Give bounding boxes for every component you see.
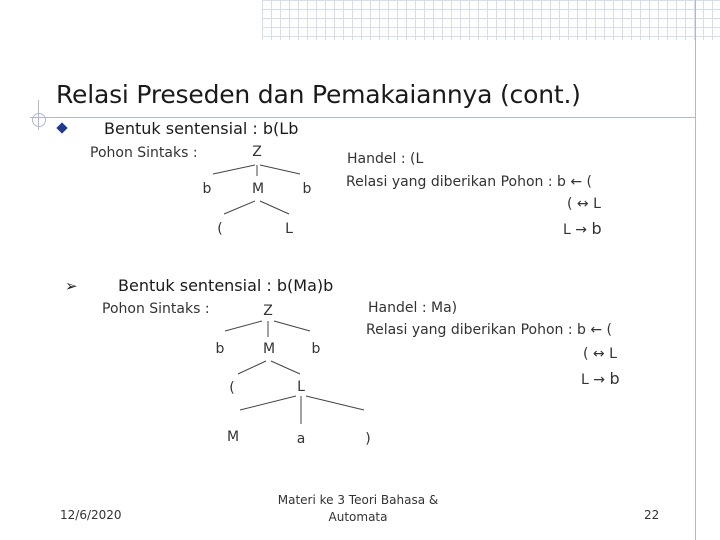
t2-node-paren: ( xyxy=(229,380,235,396)
t1-edge-m-paren xyxy=(224,201,255,214)
section1-relasi-line3 xyxy=(563,219,602,238)
section2-line2-left: ( xyxy=(583,346,589,362)
t2-node-b1: b xyxy=(215,341,225,357)
slide-title: Relasi Preseden dan Pemakaiannya (cont.) xyxy=(56,80,581,109)
left-arrow-icon: ← xyxy=(570,174,583,190)
left-arrow-icon: ← xyxy=(590,322,603,338)
t2-edge-z-b2 xyxy=(274,321,310,331)
section1-relasi-text: Relasi yang diberikan Pohon : b xyxy=(346,174,566,190)
t1-node-m: M xyxy=(251,181,265,197)
t1-node-z: Z xyxy=(252,144,262,160)
t2-node-m2: M xyxy=(226,429,240,445)
t2-edge-l-close xyxy=(306,396,364,410)
section2-handel: Handel : Ma) xyxy=(368,300,458,316)
t2-edge-z-b1 xyxy=(225,321,262,331)
section1-line3-left: L xyxy=(563,222,571,238)
page-number: 22 xyxy=(644,508,660,522)
t2-edge-m-paren xyxy=(238,361,266,374)
section2-relasi-end: ( xyxy=(606,322,613,338)
footer-course xyxy=(258,492,458,526)
right-arrow-icon: → xyxy=(593,372,605,388)
t2-node-close: ) xyxy=(365,431,371,447)
t1-edge-z-b1 xyxy=(213,165,255,174)
section2-relasi-text: Relasi yang diberikan Pohon : b xyxy=(366,322,586,338)
section2-relasi-line1 xyxy=(366,322,612,338)
t2-node-b2: b xyxy=(311,341,321,357)
t2-edge-l-m2 xyxy=(240,396,296,410)
double-arrow-icon: ↔ xyxy=(576,196,589,212)
section2-relasi-line2 xyxy=(583,346,617,362)
double-arrow-icon: ↔ xyxy=(592,346,605,362)
t2-node-z: Z xyxy=(263,303,273,319)
section2-line3-left: L xyxy=(581,372,589,388)
t2-node-l: L xyxy=(297,379,305,395)
section1-tree-label: Pohon Sintaks : xyxy=(90,145,198,161)
section2-relasi-line3 xyxy=(581,369,620,388)
section2-line2-right: L xyxy=(609,346,617,362)
right-arrow-icon: → xyxy=(575,222,587,238)
arrow-bullet-icon: ➢ xyxy=(65,277,78,295)
section1-line2-right: L xyxy=(593,196,601,212)
t1-edge-z-b2 xyxy=(260,165,300,174)
footer-date: 12/6/2020 xyxy=(60,508,122,522)
t2-node-a: a xyxy=(296,431,306,447)
t1-node-b1: b xyxy=(202,181,212,197)
section1-line2-left: ( xyxy=(567,196,573,212)
footer-course-line1: Materi ke 3 Teori Bahasa & xyxy=(277,493,439,507)
footer-course-line2: Automata xyxy=(328,510,388,524)
section1-relasi-end: ( xyxy=(586,174,593,190)
t2-edge-m-l xyxy=(271,361,300,374)
section1-relasi-line2 xyxy=(567,196,601,212)
t2-node-m: M xyxy=(262,341,276,357)
section2-heading: Bentuk sentensial : b(Ma)b xyxy=(118,276,334,295)
t1-node-l: L xyxy=(285,221,293,237)
section1-line3-right: b xyxy=(591,219,602,238)
t1-edge-m-l xyxy=(260,201,289,214)
section2-tree-label: Pohon Sintaks : xyxy=(102,301,210,317)
t1-node-b2: b xyxy=(302,181,312,197)
section2-line3-right: b xyxy=(609,369,620,388)
section1-heading: Bentuk sentensial : b(Lb xyxy=(104,119,299,138)
section1-relasi-line1 xyxy=(346,174,592,190)
t1-node-paren: ( xyxy=(217,221,223,237)
section1-handel: Handel : (L xyxy=(347,151,424,167)
